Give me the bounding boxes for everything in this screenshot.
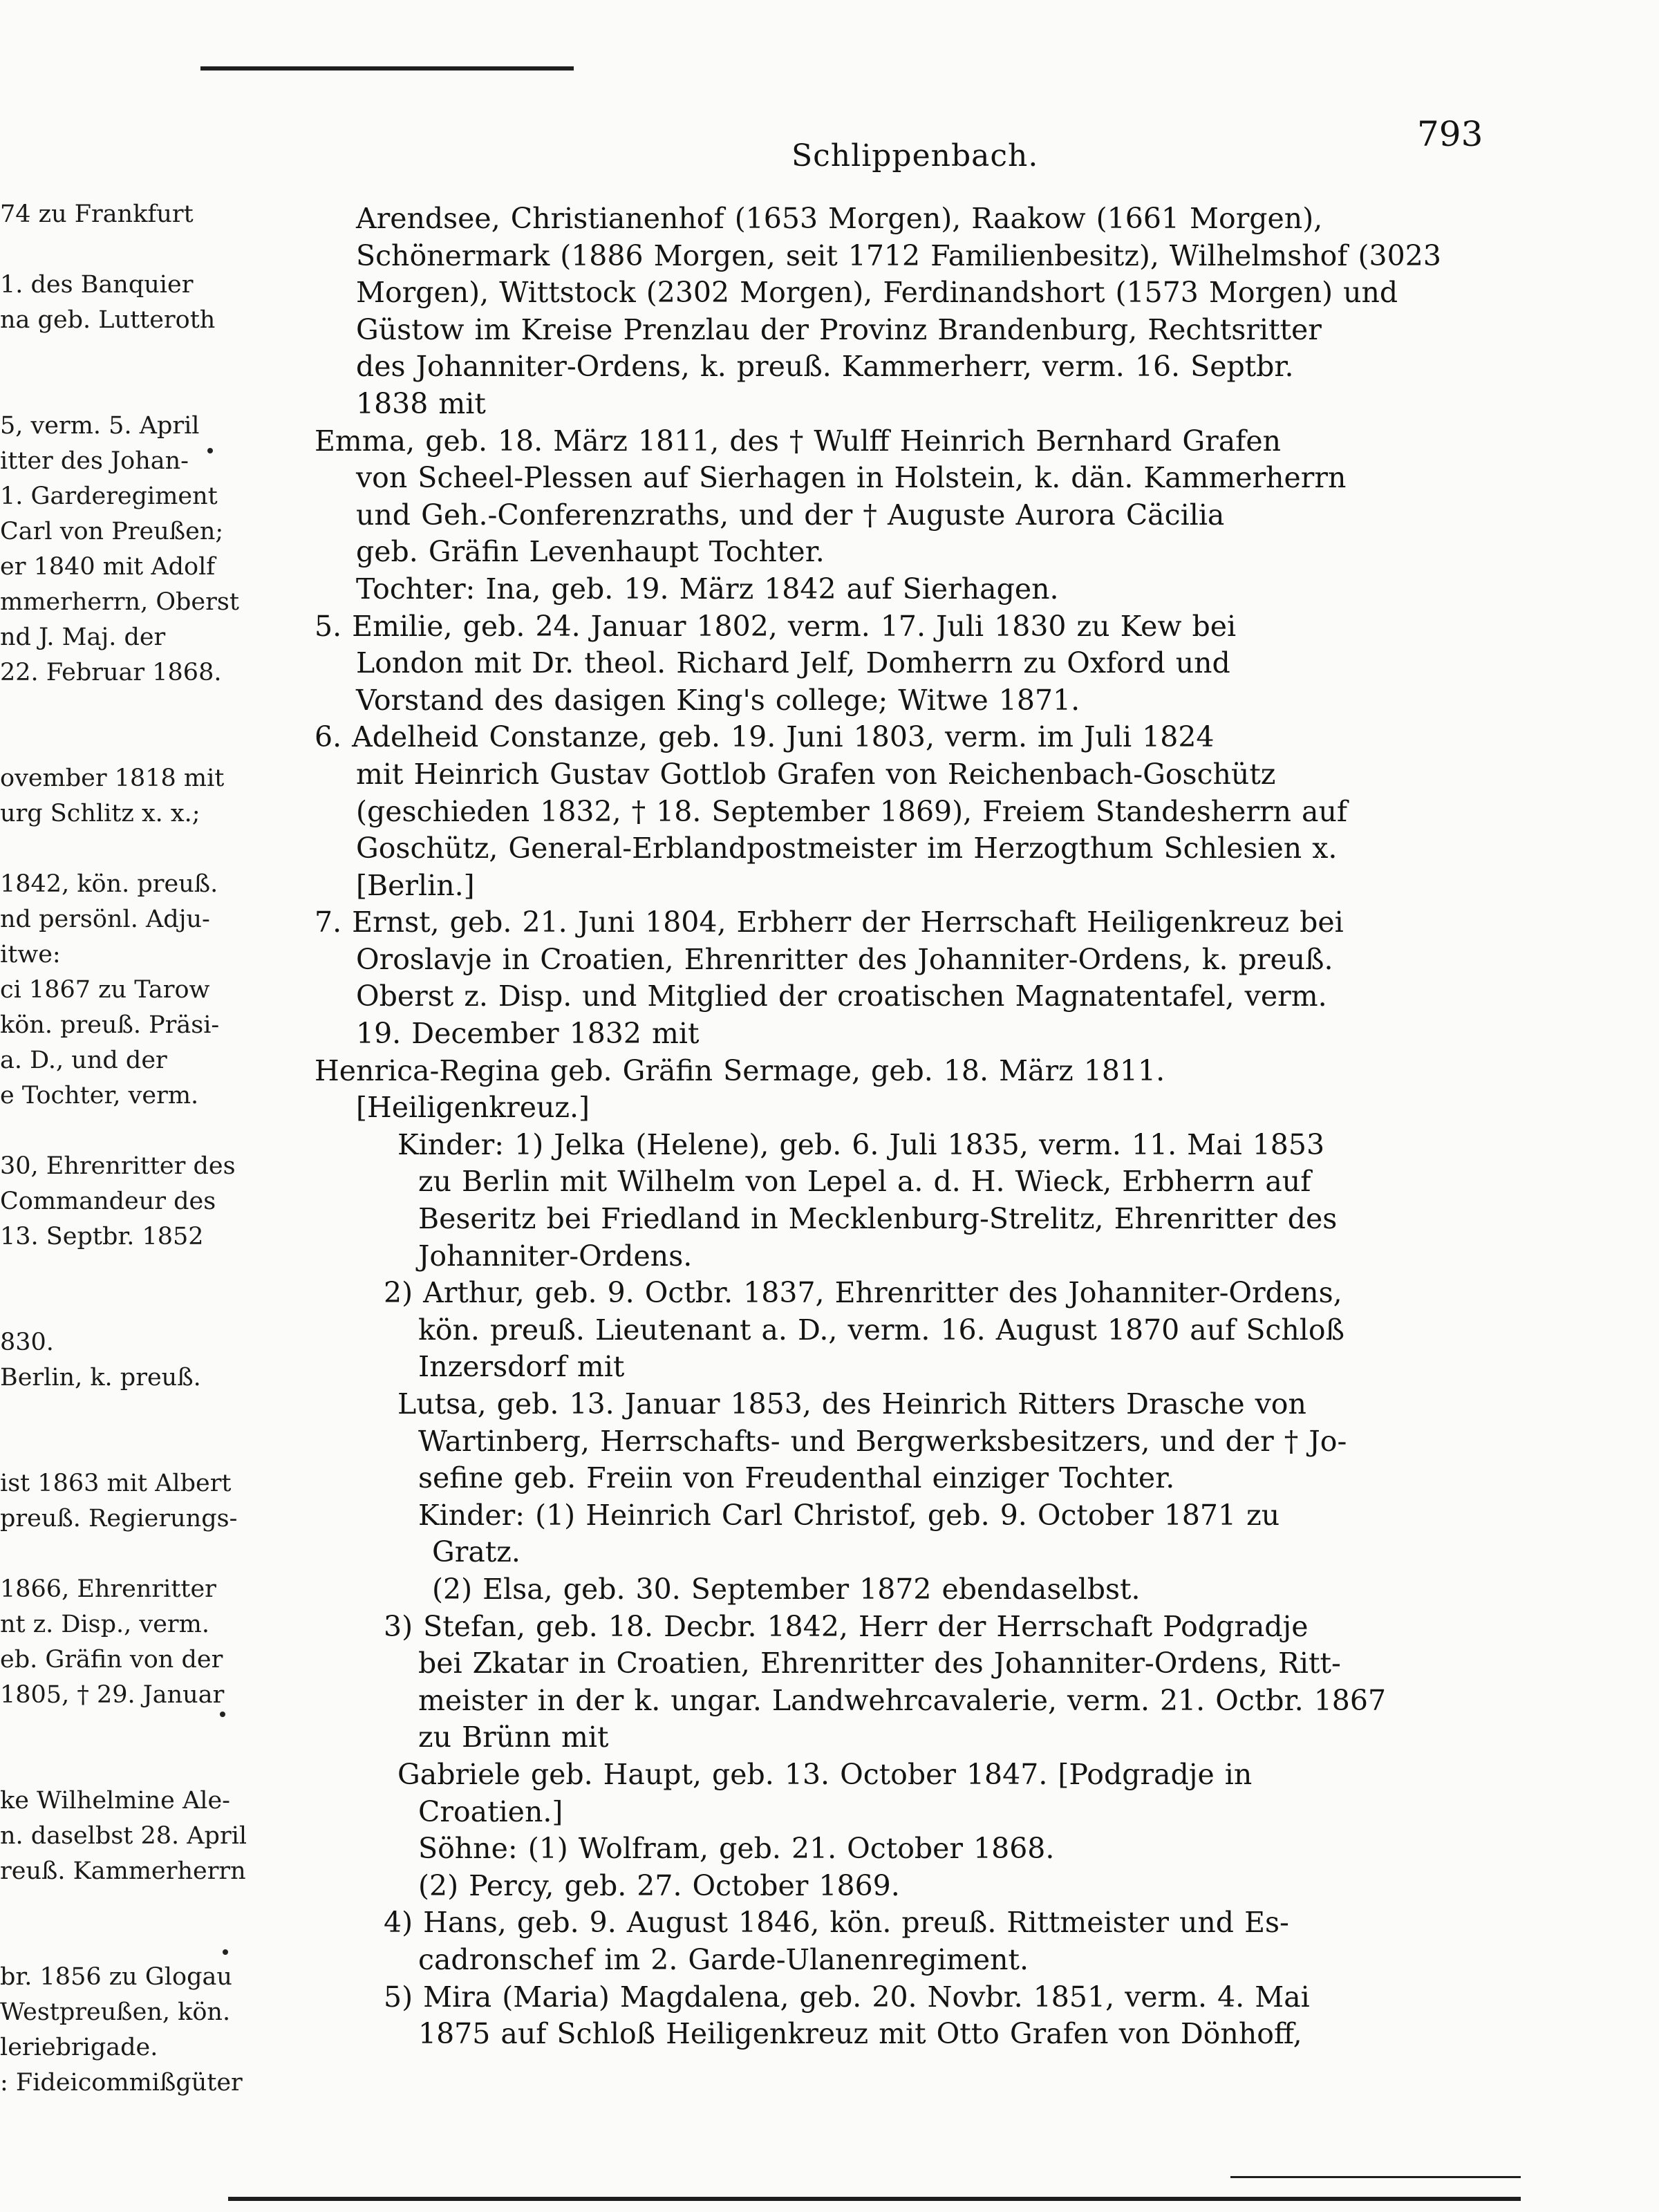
text-line: Goschütz, General-Erblandpostmeister im Herzogthum Schlesien x. [356, 832, 1338, 865]
text-line: bei Zkatar in Croatien, Ehrenritter des Johanniter-Ordens, Ritt- [418, 1647, 1341, 1680]
text-line: von Scheel-Plessen auf Sierhagen in Holstein, k. dän. Kammerherrn [356, 461, 1347, 495]
left-column-line: : Fideicommißgüter [0, 2069, 243, 2097]
running-head: Schlippenbach. [791, 138, 1039, 174]
text-line: (2) Percy, geb. 27. October 1869. [418, 1868, 900, 1902]
text-line: cadronschef im 2. Garde-Ulanenregiment. [418, 1942, 1029, 1976]
left-column-line: eb. Gräfin von der [0, 1646, 223, 1674]
main-text-column [315, 200, 1521, 2081]
left-column-line: ist 1863 mit Albert [0, 1470, 232, 1497]
bottom-rule [228, 2197, 1521, 2201]
text-line: mit Heinrich Gustav Gottlob Grafen von Reichenbach-Goschütz [356, 757, 1276, 791]
text-line: Emma, geb. 18. März 1811, des † Wulff Heinrich Bernhard Grafen [315, 424, 1282, 458]
text-line: meister in der k. ungar. Landwehrcavalerie, verm. 21. Octbr. 1867 [418, 1683, 1387, 1717]
left-column-line: Westpreußen, kön. [0, 1998, 231, 2026]
text-line: des Johanniter-Ordens, k. preuß. Kammerherr, verm. 16. Septbr. [356, 350, 1294, 384]
left-column-line: 30, Ehrenritter des [0, 1152, 236, 1180]
left-column-line: leriebrigade. [0, 2034, 158, 2061]
text-line: Schönermark (1886 Morgen, seit 1712 Familienbesitz), Wilhelmshof (3023 [356, 238, 1441, 272]
bottom-rule-thin [1230, 2176, 1521, 2178]
left-column-line: br. 1856 zu Glogau [0, 1963, 232, 1991]
left-column-line: reuß. Kammerherrn [0, 1857, 246, 1885]
left-column-line: a. D., und der [0, 1047, 167, 1074]
text-line: Kinder: 1) Jelka (Helene), geb. 6. Juli 1835, verm. 11. Mai 1853 [397, 1127, 1325, 1161]
text-line: Gabriele geb. Haupt, geb. 13. October 1847. [Podgradje in [397, 1757, 1253, 1791]
left-column-line: nt z. Disp., verm. [0, 1611, 209, 1638]
left-column-line: e Tochter, verm. [0, 1082, 199, 1109]
text-line: Wartinberg, Herrschafts- und Bergwerksbesitzers, und der † Jo- [418, 1424, 1347, 1458]
text-line: zu Berlin mit Wilhelm von Lepel a. d. H. Wieck, Erbherrn auf [418, 1165, 1311, 1199]
left-column-line: kön. preuß. Präsi- [0, 1011, 220, 1039]
left-column-line: nd J. Maj. der [0, 624, 166, 651]
text-line: Arendsee, Christianenhof (1653 Morgen), Raakow (1661 Morgen), [356, 202, 1323, 235]
left-column-line: 830. [0, 1329, 54, 1356]
left-column-line: Commandeur des [0, 1188, 216, 1215]
text-line: Lutsa, geb. 13. Januar 1853, des Heinrich Ritters Drasche von [397, 1387, 1306, 1421]
left-column-line: 1842, kön. preuß. [0, 870, 218, 898]
left-column-line: urg Schlitz x. x.; [0, 800, 200, 827]
left-column-line: 1. Garderegiment [0, 482, 218, 510]
text-line: Söhne: (1) Wolfram, geb. 21. October 1868. [418, 1832, 1055, 1866]
left-column-line: 13. Septbr. 1852 [0, 1223, 204, 1250]
text-line: Inzersdorf mit [418, 1350, 625, 1384]
text-line: London mit Dr. theol. Richard Jelf, Domherrn zu Oxford und [356, 646, 1230, 680]
left-column-line: itter des Johan- [0, 447, 189, 475]
text-line: Tochter: Ina, geb. 19. März 1842 auf Sierhagen. [356, 572, 1059, 606]
text-line: Güstow im Kreise Prenzlau der Provinz Brandenburg, Rechtsritter [356, 312, 1322, 346]
left-column-line: 74 zu Frankfurt [0, 200, 194, 228]
text-line: 5. Emilie, geb. 24. Januar 1802, verm. 17. Juli 1830 zu Kew bei [315, 609, 1237, 643]
text-line: Oroslavje in Croatien, Ehrenritter des Johanniter-Ordens, k. preuß. [356, 942, 1333, 976]
text-line: und Geh.-Conferenzraths, und der † Auguste Aurora Cäcilia [356, 498, 1225, 532]
text-line: Beseritz bei Friedland in Mecklenburg-Strelitz, Ehrenritter des [418, 1202, 1338, 1236]
left-column-line: n. daselbst 28. April [0, 1822, 247, 1850]
left-column-line: 22. Februar 1868. [0, 659, 222, 686]
left-column-line: er 1840 mit Adolf [0, 553, 216, 581]
text-line: 7. Ernst, geb. 21. Juni 1804, Erbherr der Herrschaft Heiligenkreuz bei [315, 906, 1344, 939]
text-line: [Berlin.] [356, 868, 475, 902]
text-line: [Heiligenkreuz.] [356, 1091, 590, 1125]
text-line: Vorstand des dasigen King's college; Witwe 1871. [356, 683, 1080, 717]
text-line: kön. preuß. Lieutenant a. D., verm. 16. August 1870 auf Schloß [418, 1313, 1344, 1347]
text-line: Kinder: (1) Heinrich Carl Christof, geb. 9. October 1871 zu [418, 1498, 1280, 1532]
left-column-line: Carl von Preußen; [0, 518, 224, 545]
text-line: (2) Elsa, geb. 30. September 1872 ebendaselbst. [432, 1572, 1141, 1606]
text-line: (geschieden 1832, † 18. September 1869), Freiem Standesherrn auf [356, 794, 1348, 828]
left-column-fragment [0, 200, 247, 2136]
left-column-line: 1. des Banquier [0, 271, 194, 299]
margin-mark [207, 448, 213, 453]
text-line: Croatien.] [418, 1794, 563, 1828]
left-column-line: na geb. Lutteroth [0, 306, 216, 334]
left-column-line: ke Wilhelmine Ale- [0, 1787, 231, 1815]
text-line: Johanniter-Ordens. [418, 1239, 693, 1273]
text-line: 5) Mira (Maria) Magdalena, geb. 20. Novbr. 1851, verm. 4. Mai [384, 1980, 1310, 2014]
left-column-line: preuß. Regierungs- [0, 1505, 238, 1533]
left-column-line: ovember 1818 mit [0, 765, 225, 792]
left-column-line: 1805, † 29. Januar [0, 1681, 225, 1709]
text-line: zu Brünn mit [418, 1721, 609, 1754]
text-line: 1875 auf Schloß Heiligenkreuz mit Otto Grafen von Dönhoff, [418, 2017, 1302, 2051]
page-number: 793 [1417, 114, 1483, 154]
text-line: sefine geb. Freiin von Freudenthal einziger Tochter. [418, 1461, 1175, 1495]
text-line: 6. Adelheid Constanze, geb. 19. Juni 1803, verm. im Juli 1824 [315, 720, 1215, 754]
text-line: Henrica-Regina geb. Gräfin Sermage, geb. 18. März 1811. [315, 1053, 1165, 1087]
text-line: 2) Arthur, geb. 9. Octbr. 1837, Ehrenritter des Johanniter-Ordens, [384, 1276, 1342, 1310]
left-column-line: Berlin, k. preuß. [0, 1364, 201, 1391]
text-line: 4) Hans, geb. 9. August 1846, kön. preuß. Rittmeister und Es- [384, 1906, 1289, 1940]
text-line: geb. Gräfin Levenhaupt Tochter. [356, 535, 825, 569]
text-line: 19. December 1832 mit [356, 1017, 700, 1051]
left-column-line: mmerherrn, Oberst [0, 588, 239, 616]
left-column-line: 1866, Ehrenritter [0, 1575, 216, 1603]
margin-mark [223, 1949, 228, 1955]
text-line: Morgen), Wittstock (2302 Morgen), Ferdinandshort (1573 Morgen) und [356, 276, 1398, 310]
text-line: Gratz. [432, 1535, 521, 1569]
text-line: 3) Stefan, geb. 18. Decbr. 1842, Herr der Herrschaft Podgradje [384, 1609, 1309, 1643]
text-line: 1838 mit [356, 386, 486, 420]
left-column-line: 5, verm. 5. April [0, 412, 200, 440]
margin-mark [220, 1712, 225, 1717]
left-column-line: itwe: [0, 941, 61, 968]
top-rule [200, 66, 574, 71]
left-column-line: nd persönl. Adju- [0, 906, 210, 933]
text-line: Oberst z. Disp. und Mitglied der croatischen Magnatentafel, verm. [356, 980, 1327, 1013]
left-column-line: ci 1867 zu Tarow [0, 976, 210, 1004]
